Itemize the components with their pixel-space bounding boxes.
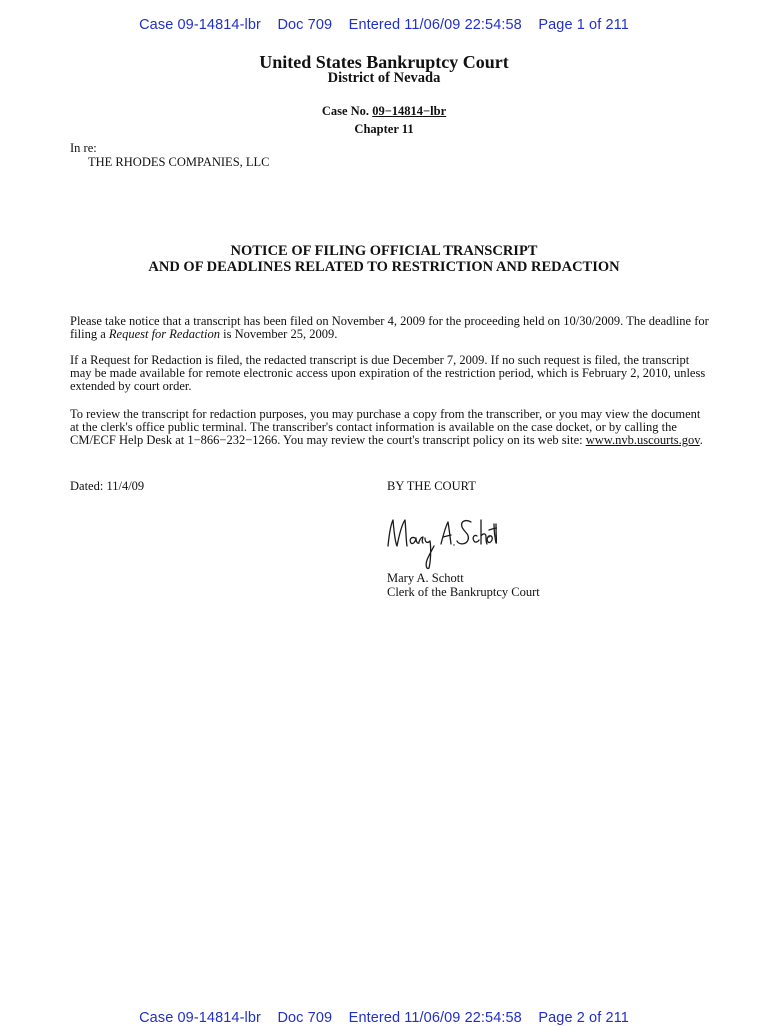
debtor-name: THE RHODES COMPANIES, LLC — [88, 155, 270, 169]
stamp-entered: Entered 11/06/09 22:54:58 — [348, 1010, 522, 1026]
stamp-page: Page 1 of 211 — [538, 17, 629, 33]
stamp-case: Case 09-14814-lbr — [139, 17, 261, 33]
court-district: District of Nevada — [327, 70, 441, 86]
case-number-line — [0, 104, 768, 119]
stamp-case: Case 09-14814-lbr — [139, 1010, 261, 1026]
paragraph-text: . — [699, 433, 703, 448]
request-for-redaction-emphasis: Request for Redaction — [108, 327, 220, 342]
notice-title-line-2: AND OF DEADLINES RELATED TO RESTRICTION AND REDACTION — [148, 259, 620, 275]
by-the-court-label: BY THE COURT — [387, 479, 476, 493]
chapter-label: Chapter 11 — [354, 122, 414, 136]
notice-paragraph-review — [70, 408, 710, 448]
clerk-title: Clerk of the Bankruptcy Court — [387, 585, 540, 599]
dated-line: Dated: 11/4/09 — [70, 479, 145, 493]
clerk-signature — [385, 510, 497, 572]
stamp-page: Page 2 of 211 — [538, 1010, 629, 1026]
paragraph-text: To review the transcript for redaction purposes, you may purchase a copy from the transcriber, or you may view the document at the clerk's office public terminal. The transcriber's contact information is available on the case docket, or by calling the CM/ECF Help Desk at 1−866−232−1266. You may review the court's transcript policy on its web site: — [70, 407, 701, 448]
case-number-label: Case No. — [321, 104, 370, 118]
stamp-entered: Entered 11/06/09 22:54:58 — [348, 17, 522, 33]
clerk-name: Mary A. Schott — [387, 571, 464, 585]
case-number: 09−14814−lbr — [372, 104, 447, 118]
paragraph-text: Please take notice that a transcript has been filed on November 4, 2009 for the proceeding held on 10/30/2009. The deadline for filing a — [70, 314, 709, 342]
notice-title-line-1: NOTICE OF FILING OFFICIAL TRANSCRIPT — [230, 243, 538, 259]
notice-paragraph-filing — [70, 315, 710, 341]
in-re-label: In re: — [70, 141, 97, 155]
court-website-link[interactable]: www.nvb.uscourts.gov — [585, 433, 700, 448]
filing-header-stamp — [0, 17, 768, 33]
stamp-doc: Doc 709 — [277, 1010, 333, 1026]
paragraph-text: is November 25, 2009. — [219, 327, 338, 342]
court-name: United States Bankruptcy Court — [259, 52, 509, 72]
notice-paragraph-redaction: If a Request for Redaction is filed, the redacted transcript is due December 7, 2009. If no such request is filed, the transcript may be made available for remote electronic access upon expiration of the restriction period, which is February 2, 2010, unless extended by court order. — [70, 353, 706, 394]
stamp-doc: Doc 709 — [277, 17, 333, 33]
